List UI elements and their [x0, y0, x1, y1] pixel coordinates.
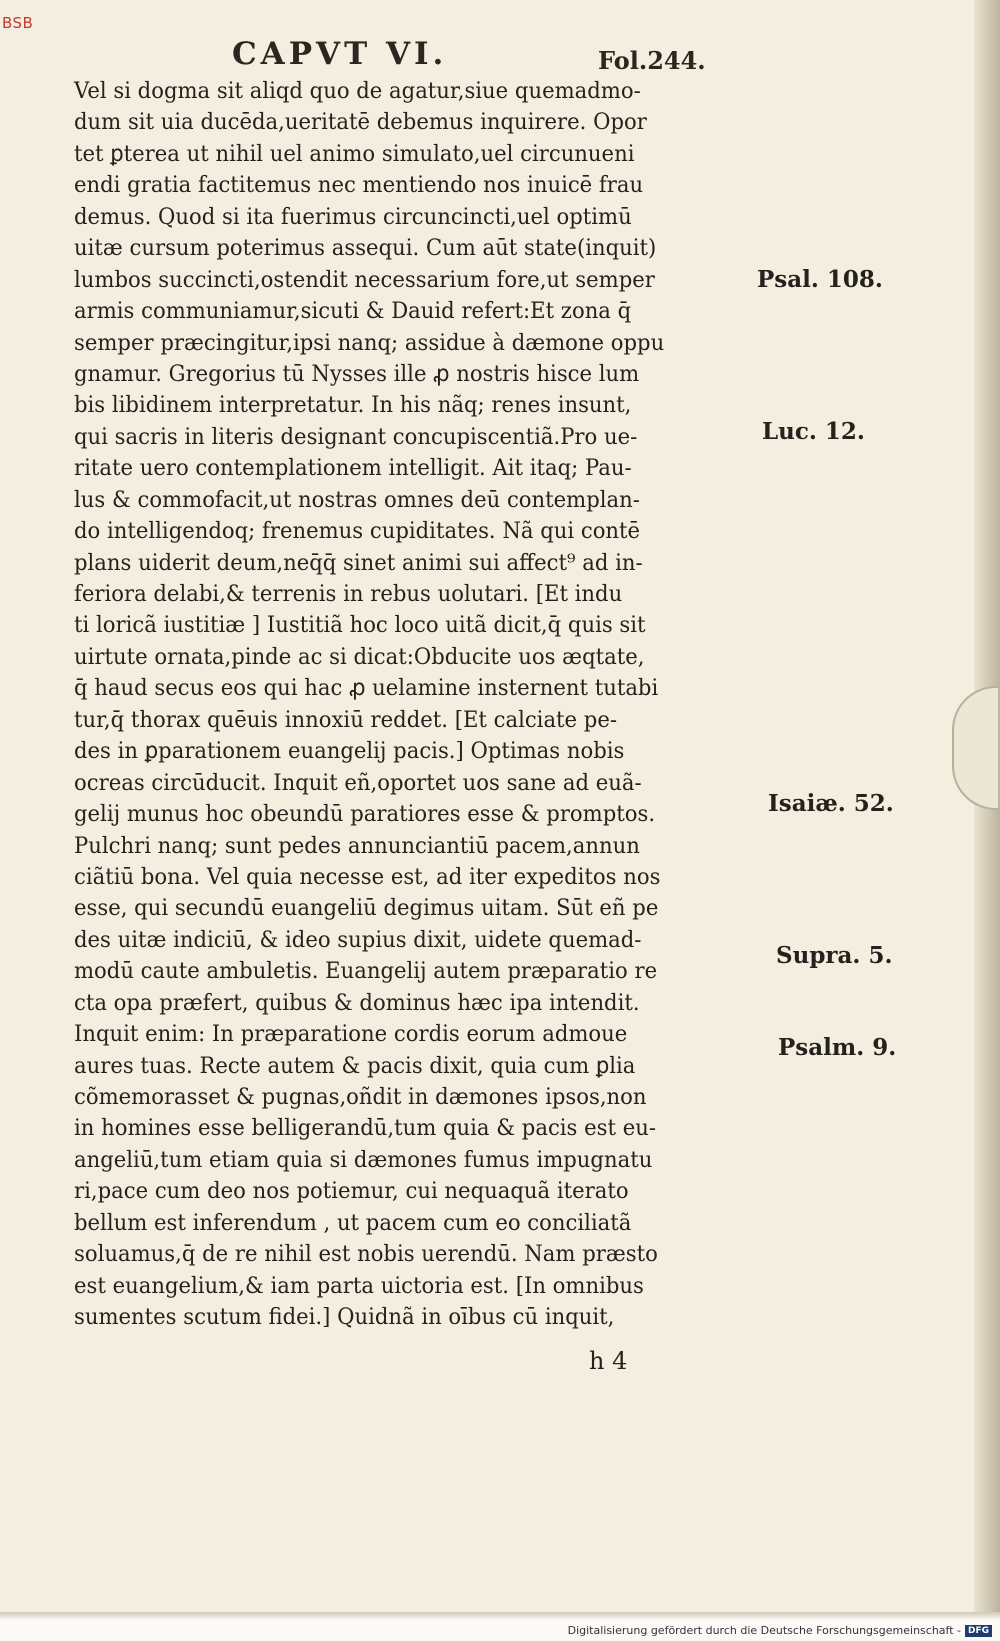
text-line: ritate uero contemplationem intelligit. Ait itaq; Pau-: [74, 455, 632, 482]
text-line: Inquit enim: In præparatione cordis eorum admoue: [74, 1021, 628, 1048]
footer: [568, 1624, 992, 1637]
text-line: Pulchri nanq; sunt pedes annunciantiū pacem,annun: [74, 832, 640, 859]
text-line: cta opa præfert, quibus & dominus hæc ipa intendit.: [74, 989, 640, 1016]
footer-text: Digitalisierung gefördert durch die Deutsche Forschungsgemeinschaft -: [567, 1624, 961, 1637]
text-line: gelij munus hoc obeundū paratiores esse & promptos.: [74, 801, 656, 828]
text-line: tet ꝑterea ut nihil uel animo simulato,uel circunueni: [74, 140, 635, 167]
text-line: ocreas circūducit. Inquit eñ,oportet uos sane ad euã-: [74, 769, 642, 796]
text-line: semper præcingitur,ipsi nanq; assidue à dæmone oppu: [74, 329, 665, 356]
text-line: angeliū,tum etiam quia si dæmones fumus impugnatu: [74, 1146, 653, 1173]
text-line: do intelligendoq; frenemus cupiditates. Nã qui contē: [74, 518, 641, 545]
running-head: CAPVT VI.: [232, 36, 448, 72]
margin-note-supra-5: Supra. 5.: [776, 942, 893, 969]
text-line: des in ꝑparationem euangelij pacis.] Optimas nobis: [74, 738, 625, 765]
text-line: armis communiamur,sicuti & Dauid refert:Et zona q̄: [74, 298, 632, 325]
folio-number: Fol.244.: [598, 46, 706, 75]
bsb-logo: BSB: [2, 14, 34, 32]
text-line: endi gratia factitemus nec mentiendo nos inuicē frau: [74, 172, 644, 199]
text-line: bellum est inferendum , ut pacem cum eo conciliatã: [74, 1209, 632, 1236]
text-line: feriora delabi,& terrenis in rebus uolutari. [Et indu: [74, 581, 623, 607]
text-line: lumbos succincti,ostendit necessarium fore,ut semper: [74, 266, 655, 293]
text-line: ti loricã iustitiæ ] Iustitiã hoc loco uitã dicit,q̄ quis sit: [74, 612, 646, 639]
text-line: cõmemorasset & pugnas,oñdit in dæmones ipsos,non: [74, 1084, 647, 1110]
text-line: plans uiderit deum,neq̄q̄ sinet animi sui affect⁹ ad in-: [74, 549, 643, 576]
text-line: aures tuas. Recte autem & pacis dixit, quia cum ꝑlia: [74, 1052, 636, 1079]
text-line: modū caute ambuletis. Euangelij autem præparatio re: [74, 958, 658, 985]
text-line: q̄ haud secus eos qui hac ꝓ uelamine insternent tutabi: [74, 675, 659, 702]
text-line: gnamur. Gregorius tū Nysses ille ꝓ nostris hisce lum: [74, 360, 640, 387]
text-line: in homines esse belligerandū,tum quia & pacis est eu-: [74, 1115, 657, 1142]
text-line: esse, qui secundū euangeliū degimus uitam. Sūt eñ pe: [74, 895, 659, 922]
margin-note-psalm-9: Psalm. 9.: [778, 1034, 897, 1061]
text-line: uitæ cursum poterimus assequi. Cum aūt state(inquit): [74, 235, 657, 262]
margin-note-psal-108: Psal. 108.: [757, 266, 883, 293]
text-line: bis libidinem interpretatur. In his nãq; renes insunt,: [74, 392, 632, 419]
text-line: ciãtiū bona. Vel quia necesse est, ad iter expeditos nos: [74, 863, 661, 890]
text-line: des uitæ indiciū, & ideo supius dixit, uidete quemad-: [74, 926, 642, 953]
text-line: demus. Quod si ita fuerimus circuncincti,uel optimū: [74, 203, 632, 230]
text-line: est euangelium,& iam parta uictoria est. [In omnibus: [74, 1272, 644, 1299]
text-line: sumentes scutum fidei.] Quidnã in oībus cū inquit,: [74, 1304, 615, 1331]
text-line: ri,pace cum deo nos potiemur, cui nequaquã iterato: [74, 1178, 629, 1205]
signature-mark: h 4: [589, 1347, 628, 1375]
text-line: soluamus,q̄ de re nihil est nobis uerendū. Nam præsto: [74, 1241, 658, 1268]
margin-note-luc-12: Luc. 12.: [762, 418, 865, 445]
text-line: uirtute ornata,pinde ac si dicat:Obducite uos æqtate,: [74, 643, 645, 670]
text-line: qui sacris in literis designant concupiscentiã.Pro ue-: [74, 423, 638, 450]
page-shadow: [0, 1612, 1000, 1620]
text-line: lus & commofacit,ut nostras omnes deū contemplan-: [74, 486, 640, 513]
body-text: [74, 76, 764, 1334]
text-line: dum sit uia ducēda,ueritatē debemus inquirere. Opor: [74, 109, 647, 136]
dfg-logo: DFG: [965, 1625, 992, 1637]
text-line: Vel si dogma sit aliqd quo de agatur,siue quemadmo-: [74, 78, 641, 104]
text-line: tur,q̄ thorax quēuis innoxiū reddet. [Et calciate pe-: [74, 706, 617, 733]
margin-note-isaiae-52: Isaiæ. 52.: [768, 790, 894, 817]
